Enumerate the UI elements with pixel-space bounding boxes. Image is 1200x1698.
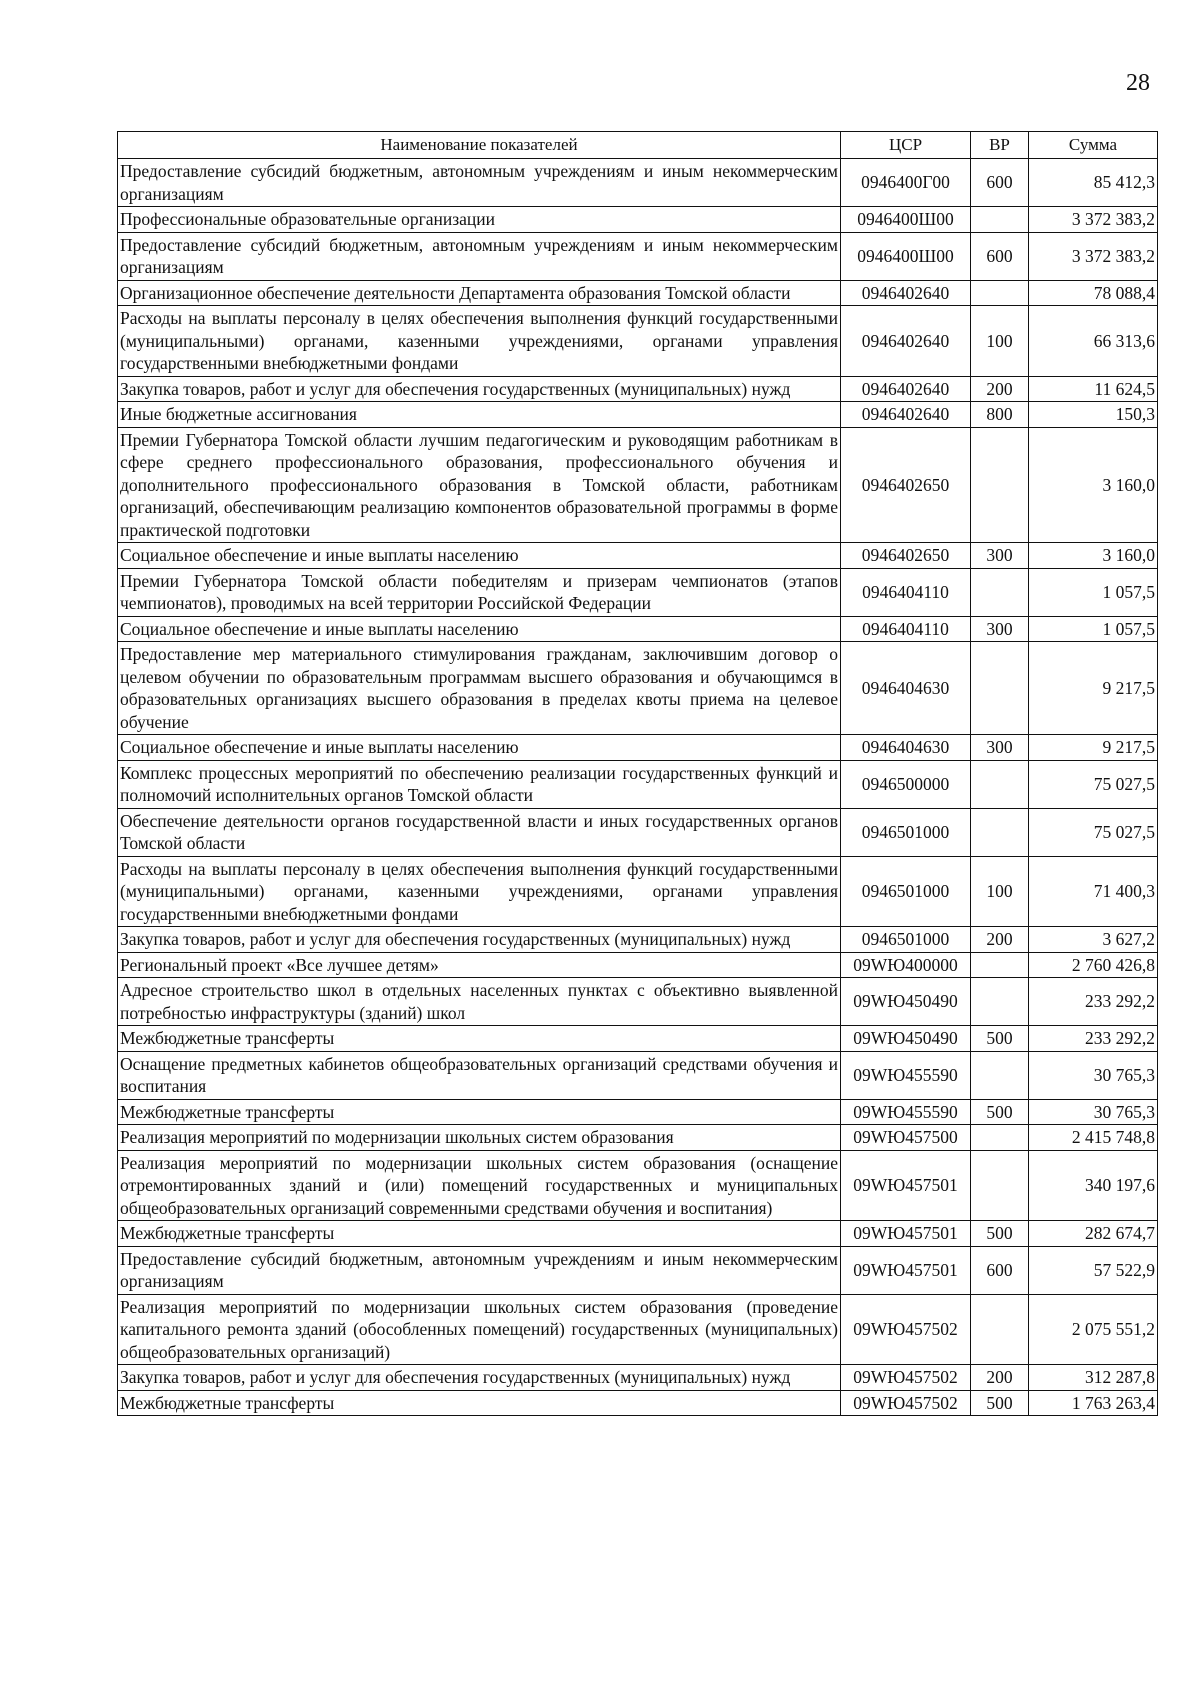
cell-sum: 75 027,5	[1029, 808, 1158, 856]
table-row	[118, 1051, 1158, 1099]
budget-table	[117, 131, 1158, 1416]
cell-sum: 3 372 383,2	[1029, 232, 1158, 280]
table-row	[118, 280, 1158, 306]
cell-vr: 300	[971, 616, 1029, 642]
cell-name: Обеспечение деятельности органов государственной власти и иных государственных органов Томской области	[118, 808, 841, 856]
table-row	[118, 1150, 1158, 1221]
cell-sum: 282 674,7	[1029, 1221, 1158, 1247]
cell-name: Реализация мероприятий по модернизации школьных систем образования (проведение капитального ремонта зданий (обособленных помещений) государственных (муниципальных) общеобразовательных организаций)	[118, 1294, 841, 1365]
cell-sum: 1 057,5	[1029, 568, 1158, 616]
cell-name: Реализация мероприятий по модернизации школьных систем образования (оснащение отремонтированных зданий и (или) помещений государственных и муниципальных общеобразовательных организаций современными средствами обучения и воспитания)	[118, 1150, 841, 1221]
header-csr: ЦСР	[841, 132, 971, 159]
table-row	[118, 978, 1158, 1026]
cell-csr: 09WЮ455590	[841, 1099, 971, 1125]
table-row	[118, 402, 1158, 428]
cell-sum: 85 412,3	[1029, 159, 1158, 207]
cell-csr: 0946402640	[841, 280, 971, 306]
page-number: 28	[1126, 70, 1150, 96]
cell-csr: 09WЮ457501	[841, 1221, 971, 1247]
cell-vr	[971, 1125, 1029, 1151]
header-name: Наименование показателей	[118, 132, 841, 159]
cell-sum: 3 372 383,2	[1029, 207, 1158, 233]
table-row	[118, 159, 1158, 207]
cell-csr: 09WЮ400000	[841, 952, 971, 978]
cell-name: Расходы на выплаты персоналу в целях обеспечения выполнения функций государственными (муниципальными) органами, казенными учреждениями, органами управления государственными внебюджетными фондами	[118, 856, 841, 927]
cell-vr	[971, 1051, 1029, 1099]
cell-vr: 600	[971, 159, 1029, 207]
cell-csr: 0946402640	[841, 306, 971, 377]
cell-vr: 100	[971, 856, 1029, 927]
cell-name: Реализация мероприятий по модернизации школьных систем образования	[118, 1125, 841, 1151]
cell-sum: 2 075 551,2	[1029, 1294, 1158, 1365]
cell-csr: 0946404110	[841, 616, 971, 642]
table-row	[118, 543, 1158, 569]
cell-sum: 78 088,4	[1029, 280, 1158, 306]
cell-name: Межбюджетные трансферты	[118, 1390, 841, 1416]
cell-csr: 09WЮ457500	[841, 1125, 971, 1151]
cell-name: Региональный проект «Все лучшее детям»	[118, 952, 841, 978]
cell-vr	[971, 280, 1029, 306]
cell-sum: 30 765,3	[1029, 1051, 1158, 1099]
table-row	[118, 856, 1158, 927]
cell-vr: 800	[971, 402, 1029, 428]
cell-vr	[971, 978, 1029, 1026]
cell-csr: 0946402650	[841, 543, 971, 569]
cell-vr	[971, 1294, 1029, 1365]
table-row	[118, 1246, 1158, 1294]
table-header-row	[118, 132, 1158, 159]
cell-vr	[971, 808, 1029, 856]
cell-vr	[971, 952, 1029, 978]
cell-name: Закупка товаров, работ и услуг для обеспечения государственных (муниципальных) нужд	[118, 927, 841, 953]
table-row	[118, 927, 1158, 953]
cell-name: Социальное обеспечение и иные выплаты населению	[118, 543, 841, 569]
cell-csr: 0946400Ш00	[841, 207, 971, 233]
table-row	[118, 808, 1158, 856]
cell-vr	[971, 568, 1029, 616]
cell-name: Адресное строительство школ в отдельных населенных пунктах с объективно выявленной потребностью инфраструктуры (зданий) школ	[118, 978, 841, 1026]
cell-name: Предоставление субсидий бюджетным, автономным учреждениям и иным некоммерческим организациям	[118, 159, 841, 207]
cell-vr	[971, 427, 1029, 543]
table-row	[118, 376, 1158, 402]
cell-sum: 3 160,0	[1029, 543, 1158, 569]
cell-csr: 0946402640	[841, 402, 971, 428]
cell-csr: 09WЮ457502	[841, 1365, 971, 1391]
cell-name: Премии Губернатора Томской области победителям и призерам чемпионатов (этапов чемпионатов), проводимых на всей территории Российской Федерации	[118, 568, 841, 616]
cell-sum: 340 197,6	[1029, 1150, 1158, 1221]
cell-csr: 0946501000	[841, 927, 971, 953]
header-sum: Сумма	[1029, 132, 1158, 159]
cell-csr: 09WЮ450490	[841, 1026, 971, 1052]
table-row	[118, 306, 1158, 377]
cell-sum: 57 522,9	[1029, 1246, 1158, 1294]
table-row	[118, 1026, 1158, 1052]
table-row	[118, 1390, 1158, 1416]
cell-name: Закупка товаров, работ и услуг для обеспечения государственных (муниципальных) нужд	[118, 1365, 841, 1391]
cell-sum: 11 624,5	[1029, 376, 1158, 402]
cell-sum: 150,3	[1029, 402, 1158, 428]
cell-vr	[971, 1150, 1029, 1221]
cell-sum: 233 292,2	[1029, 1026, 1158, 1052]
cell-csr: 0946400Г00	[841, 159, 971, 207]
table-row	[118, 1365, 1158, 1391]
table-row	[118, 232, 1158, 280]
table-row	[118, 1125, 1158, 1151]
cell-name: Предоставление субсидий бюджетным, автономным учреждениям и иным некоммерческим организациям	[118, 1246, 841, 1294]
cell-vr: 500	[971, 1026, 1029, 1052]
cell-csr: 0946404110	[841, 568, 971, 616]
cell-name: Закупка товаров, работ и услуг для обеспечения государственных (муниципальных) нужд	[118, 376, 841, 402]
cell-csr: 09WЮ457501	[841, 1150, 971, 1221]
cell-csr: 0946501000	[841, 856, 971, 927]
cell-vr: 300	[971, 543, 1029, 569]
cell-csr: 09WЮ455590	[841, 1051, 971, 1099]
cell-vr: 200	[971, 376, 1029, 402]
table-row	[118, 642, 1158, 735]
cell-sum: 312 287,8	[1029, 1365, 1158, 1391]
cell-vr: 600	[971, 232, 1029, 280]
cell-sum: 66 313,6	[1029, 306, 1158, 377]
cell-sum: 2 760 426,8	[1029, 952, 1158, 978]
cell-name: Предоставление мер материального стимулирования гражданам, заключившим договор о целевом обучении по образовательным программам высшего образования и обучающимся в образовательных организациях высшего образования в пределах квоты приема на целевое обучение	[118, 642, 841, 735]
cell-csr: 09WЮ457502	[841, 1390, 971, 1416]
cell-csr: 0946500000	[841, 760, 971, 808]
cell-name: Иные бюджетные ассигнования	[118, 402, 841, 428]
cell-name: Премии Губернатора Томской области лучшим педагогическим и руководящим работникам в сфере среднего профессионального образования, профессионального обучения и дополнительного профессионального образования в Томской области, работникам организаций, обеспечивающим реализацию компонентов образовательной программы в форме практической подготовки	[118, 427, 841, 543]
cell-sum: 3 160,0	[1029, 427, 1158, 543]
cell-name: Профессиональные образовательные организации	[118, 207, 841, 233]
table-row	[118, 1221, 1158, 1247]
table-row	[118, 735, 1158, 761]
cell-sum: 75 027,5	[1029, 760, 1158, 808]
cell-name: Комплекс процессных мероприятий по обеспечению реализации государственных функций и полномочий исполнительных органов Томской области	[118, 760, 841, 808]
table-row	[118, 616, 1158, 642]
cell-csr: 09WЮ450490	[841, 978, 971, 1026]
cell-vr: 500	[971, 1390, 1029, 1416]
cell-name: Социальное обеспечение и иные выплаты населению	[118, 616, 841, 642]
header-vr: ВР	[971, 132, 1029, 159]
cell-vr	[971, 642, 1029, 735]
cell-sum: 3 627,2	[1029, 927, 1158, 953]
table-row	[118, 568, 1158, 616]
cell-csr: 0946404630	[841, 735, 971, 761]
table-row	[118, 760, 1158, 808]
cell-sum: 30 765,3	[1029, 1099, 1158, 1125]
cell-sum: 9 217,5	[1029, 642, 1158, 735]
cell-name: Предоставление субсидий бюджетным, автономным учреждениям и иным некоммерческим организациям	[118, 232, 841, 280]
cell-csr: 0946404630	[841, 642, 971, 735]
cell-csr: 0946400Ш00	[841, 232, 971, 280]
cell-csr: 0946501000	[841, 808, 971, 856]
cell-sum: 1 763 263,4	[1029, 1390, 1158, 1416]
cell-csr: 0946402640	[841, 376, 971, 402]
table-row	[118, 207, 1158, 233]
table-row	[118, 427, 1158, 543]
cell-name: Социальное обеспечение и иные выплаты населению	[118, 735, 841, 761]
cell-csr: 09WЮ457502	[841, 1294, 971, 1365]
cell-vr: 100	[971, 306, 1029, 377]
cell-sum: 233 292,2	[1029, 978, 1158, 1026]
table-row	[118, 1294, 1158, 1365]
cell-sum: 71 400,3	[1029, 856, 1158, 927]
cell-sum: 2 415 748,8	[1029, 1125, 1158, 1151]
cell-name: Оснащение предметных кабинетов общеобразовательных организаций средствами обучения и воспитания	[118, 1051, 841, 1099]
cell-csr: 09WЮ457501	[841, 1246, 971, 1294]
cell-vr: 600	[971, 1246, 1029, 1294]
cell-vr: 200	[971, 927, 1029, 953]
cell-vr: 200	[971, 1365, 1029, 1391]
cell-name: Организационное обеспечение деятельности Департамента образования Томской области	[118, 280, 841, 306]
table-row	[118, 1099, 1158, 1125]
cell-name: Расходы на выплаты персоналу в целях обеспечения выполнения функций государственными (муниципальными) органами, казенными учреждениями, органами управления государственными внебюджетными фондами	[118, 306, 841, 377]
cell-vr: 500	[971, 1221, 1029, 1247]
table-body	[118, 159, 1158, 1416]
cell-name: Межбюджетные трансферты	[118, 1026, 841, 1052]
cell-vr	[971, 207, 1029, 233]
cell-sum: 9 217,5	[1029, 735, 1158, 761]
cell-vr: 500	[971, 1099, 1029, 1125]
table-row	[118, 952, 1158, 978]
cell-vr: 300	[971, 735, 1029, 761]
cell-vr	[971, 760, 1029, 808]
cell-csr: 0946402650	[841, 427, 971, 543]
cell-sum: 1 057,5	[1029, 616, 1158, 642]
cell-name: Межбюджетные трансферты	[118, 1221, 841, 1247]
cell-name: Межбюджетные трансферты	[118, 1099, 841, 1125]
